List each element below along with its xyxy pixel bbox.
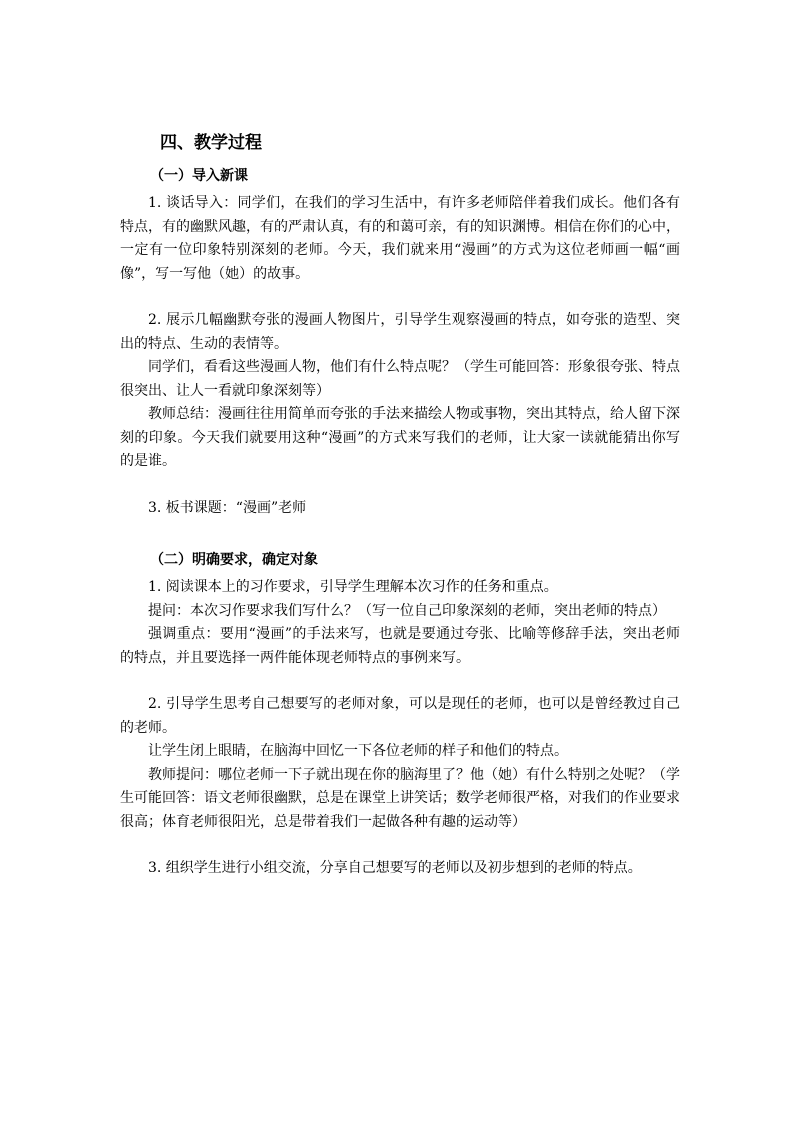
paragraph: 教师总结：漫画往往用简单而夸张的手法来描绘人物或事物，突出其特点，给人留下深刻的印象。今天我们就要用这种“漫画”的方式来写我们的老师，让大家一读就能猜出你写的是谁。 [120,406,680,469]
document-content [120,130,680,881]
paragraph: 3. 组织学生进行小组交流，分享自己想要写的老师以及初步想到的老师的特点。 [148,860,642,876]
spacer [120,670,680,693]
paragraph: 3. 板书课题：“漫画”老师 [148,499,307,516]
subsection-title-intro: （一）导入新课 [150,168,248,184]
paragraph: 2. 引导学生思考自己想要写的老师对象，可以是现任的老师，也可以是曾经教过自己的老师。 [120,696,680,736]
spacer [120,834,680,857]
paragraph: 教师提问：哪位老师一下子就出现在你的脑海里了？他（她）有什么特别之处呢？（学生可能回答：语文老师很幽默，总是在课堂上讲笑话；数学老师很严格，对我们的作业要求很高；体育老师很阳光，总是带着我们一起做各种有趣的运动等） [120,766,680,830]
paragraph: 2. 展示几幅幽默夸张的漫画人物图片，引导学生观察漫画的特点，如夸张的造型、突出的特点、生动的表情等。 [120,312,680,352]
section-heading: 四、教学过程 [160,133,262,153]
paragraph: 1. 谈话导入：同学们，在我们的学习生活中，有许多老师陪伴着我们成长。他们各有特点，有的幽默风趣，有的严肃认真，有的和蔼可亲，有的知识渊博。相信在你们的心中，一定有一位印象特别深刻的老师。今天，我们就来用“漫画”的方式为这位老师画一幅“画像”，写一写他（她）的故事。 [120,195,680,282]
spacer [120,520,680,540]
subsection-title-requirements: （二）明确要求，确定对象 [150,552,318,568]
paragraph: 强调重点：要用“漫画”的手法来写，也就是要通过夸张、比喻等修辞手法，突出老师的特点，并且要选择一两件能体现老师特点的事例来写。 [120,626,680,666]
spacer [120,286,680,309]
paragraph: 1. 阅读课本上的习作要求，引导学生理解本次习作的任务和重点。 [148,579,558,595]
paragraph: 提问：本次习作要求我们写什么？（写一位自己印象深刻的老师，突出老师的特点） [148,602,666,619]
spacer [120,474,680,497]
paragraph: 同学们，看看这些漫画人物，他们有什么特点呢？（学生可能回答：形象很夸张、特点很突出、让人一看就印象深刻等） [120,359,680,399]
paragraph: 让学生闭上眼睛，在脑海中回忆一下各位老师的样子和他们的特点。 [148,743,568,759]
